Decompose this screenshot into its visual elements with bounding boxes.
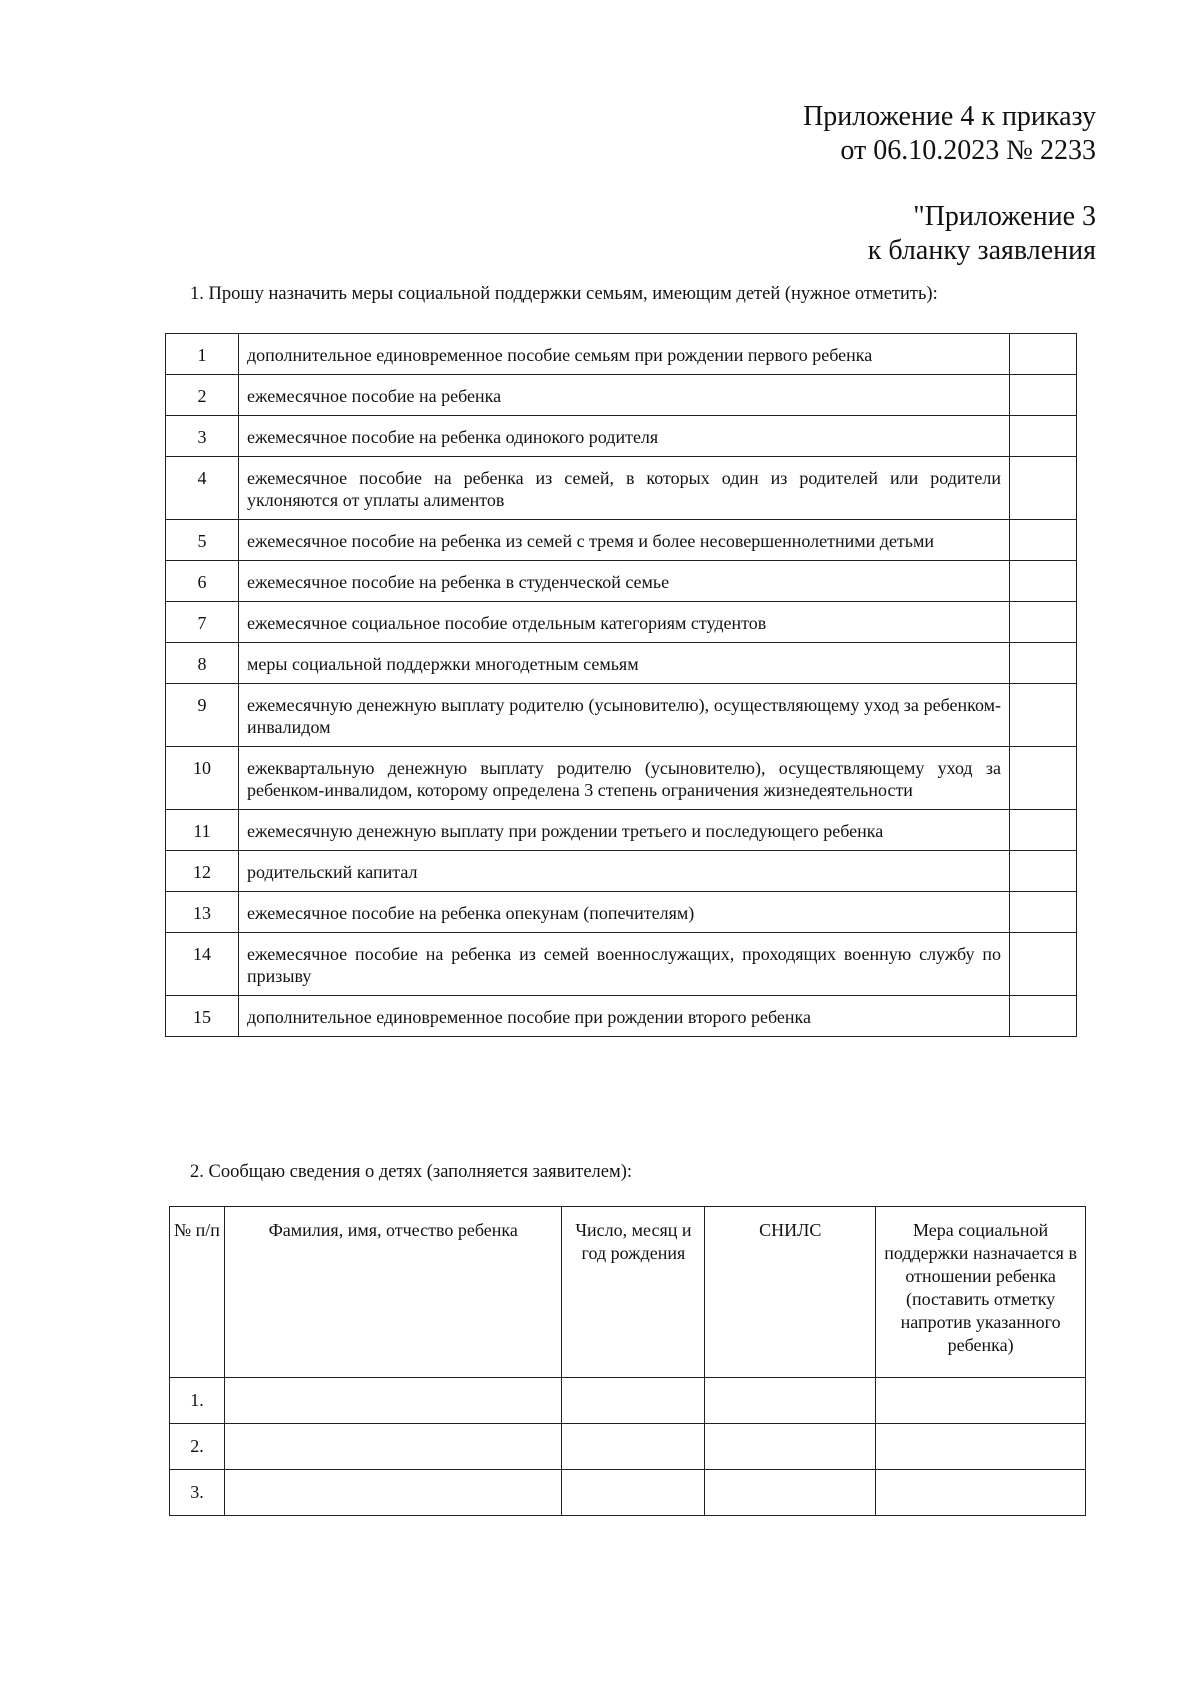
measure-row (166, 933, 1077, 996)
measure-row (166, 375, 1077, 416)
form-appendix-reference (868, 200, 1096, 268)
measure-number: 14 (166, 933, 239, 996)
measure-number: 13 (166, 892, 239, 933)
measure-number: 15 (166, 996, 239, 1037)
measure-description: ежемесячное пособие на ребенка в студенческой семье (239, 561, 1010, 602)
form-appendix-title: "Приложение 3 (913, 201, 1096, 232)
measure-description: дополнительное единовременное пособие семьям при рождении первого ребенка (239, 334, 1010, 375)
child-birth-date-cell[interactable] (562, 1424, 705, 1470)
measure-row (166, 996, 1077, 1037)
support-measures-table (165, 333, 1077, 1037)
measure-row (166, 810, 1077, 851)
measure-row (166, 684, 1077, 747)
measure-number: 1 (166, 334, 239, 375)
child-support-mark-cell[interactable] (876, 1424, 1086, 1470)
children-table-header (170, 1207, 1086, 1378)
measure-description: ежемесячное пособие на ребенка из семей с тремя и более несовершеннолетними детьми (239, 520, 1010, 561)
measure-description: ежеквартальную денежную выплату родителю (усыновителю), осуществляющему уход за ребенком-инвалидом, которому определена 3 степень ограничения жизнедеятельности (239, 747, 1010, 810)
measure-description: ежемесячное пособие на ребенка опекунам (попечителям) (239, 892, 1010, 933)
measure-checkbox-cell[interactable] (1010, 457, 1077, 520)
child-support-mark-cell[interactable] (876, 1470, 1086, 1516)
child-row-number: 1. (170, 1378, 225, 1424)
measure-row (166, 416, 1077, 457)
measure-checkbox-cell[interactable] (1010, 892, 1077, 933)
measure-row (166, 851, 1077, 892)
measure-checkbox-cell[interactable] (1010, 747, 1077, 810)
column-header-snils: СНИЛС (705, 1207, 876, 1378)
child-row-number: 2. (170, 1424, 225, 1470)
measure-checkbox-cell[interactable] (1010, 561, 1077, 602)
measure-checkbox-cell[interactable] (1010, 851, 1077, 892)
measure-row (166, 561, 1077, 602)
column-header-birth-date: Число, месяц и год рождения (562, 1207, 705, 1378)
measure-checkbox-cell[interactable] (1010, 810, 1077, 851)
child-row-number: 3. (170, 1470, 225, 1516)
child-birth-date-cell[interactable] (562, 1470, 705, 1516)
measure-row (166, 334, 1077, 375)
child-row (170, 1424, 1086, 1470)
measure-checkbox-cell[interactable] (1010, 684, 1077, 747)
measure-number: 5 (166, 520, 239, 561)
measure-row (166, 602, 1077, 643)
measure-checkbox-cell[interactable] (1010, 996, 1077, 1037)
child-full-name-cell[interactable] (224, 1470, 562, 1516)
measure-checkbox-cell[interactable] (1010, 334, 1077, 375)
child-row (170, 1378, 1086, 1424)
measure-description: ежемесячное пособие на ребенка одинокого родителя (239, 416, 1010, 457)
measure-description: меры социальной поддержки многодетным семьям (239, 643, 1010, 684)
child-birth-date-cell[interactable] (562, 1378, 705, 1424)
measure-checkbox-cell[interactable] (1010, 933, 1077, 996)
child-snils-cell[interactable] (705, 1378, 876, 1424)
measure-checkbox-cell[interactable] (1010, 602, 1077, 643)
measure-number: 2 (166, 375, 239, 416)
measure-number: 8 (166, 643, 239, 684)
measure-number: 12 (166, 851, 239, 892)
child-snils-cell[interactable] (705, 1424, 876, 1470)
measure-checkbox-cell[interactable] (1010, 375, 1077, 416)
measure-row (166, 457, 1077, 520)
column-header-support-measure: Мера социальной поддержки назначается в отношении ребенка (поставить отметку напротив указанного ребенка) (876, 1207, 1086, 1378)
measure-number: 9 (166, 684, 239, 747)
measure-number: 10 (166, 747, 239, 810)
section-1-title: 1. Прошу назначить меры социальной поддержки семьям, имеющим детей (нужное отметить): (190, 284, 938, 304)
measure-row (166, 520, 1077, 561)
order-date-number: от 06.10.2023 № 2233 (840, 135, 1096, 166)
measure-number: 6 (166, 561, 239, 602)
measure-number: 11 (166, 810, 239, 851)
appendix-title: Приложение 4 к приказу (803, 101, 1096, 132)
measure-description: ежемесячное пособие на ребенка из семей, в которых один из родителей или родители уклоняются от уплаты алиментов (239, 457, 1010, 520)
measure-checkbox-cell[interactable] (1010, 520, 1077, 561)
measure-description: ежемесячное пособие на ребенка из семей военнослужащих, проходящих военную службу по призыву (239, 933, 1010, 996)
measure-number: 3 (166, 416, 239, 457)
measure-description: ежемесячную денежную выплату родителю (усыновителю), осуществляющему уход за ребенком-инвалидом (239, 684, 1010, 747)
measure-checkbox-cell[interactable] (1010, 416, 1077, 457)
child-row (170, 1470, 1086, 1516)
column-header-full-name: Фамилия, имя, отчество ребенка (224, 1207, 562, 1378)
child-full-name-cell[interactable] (224, 1424, 562, 1470)
measure-row (166, 747, 1077, 810)
measure-number: 7 (166, 602, 239, 643)
measure-row (166, 892, 1077, 933)
measure-checkbox-cell[interactable] (1010, 643, 1077, 684)
column-header-number: № п/п (170, 1207, 225, 1378)
order-reference (803, 100, 1096, 168)
measure-row (166, 643, 1077, 684)
form-appendix-subtitle: к бланку заявления (867, 235, 1096, 266)
section-2-title: 2. Сообщаю сведения о детях (заполняется заявителем): (190, 1162, 633, 1182)
child-snils-cell[interactable] (705, 1470, 876, 1516)
measure-number: 4 (166, 457, 239, 520)
measure-description: ежемесячное пособие на ребенка (239, 375, 1010, 416)
measure-description: ежемесячное социальное пособие отдельным категориям студентов (239, 602, 1010, 643)
child-full-name-cell[interactable] (224, 1378, 562, 1424)
measure-description: дополнительное единовременное пособие при рождении второго ребенка (239, 996, 1010, 1037)
children-info-table (169, 1206, 1086, 1516)
child-support-mark-cell[interactable] (876, 1378, 1086, 1424)
measure-description: родительский капитал (239, 851, 1010, 892)
measure-description: ежемесячную денежную выплату при рождении третьего и последующего ребенка (239, 810, 1010, 851)
